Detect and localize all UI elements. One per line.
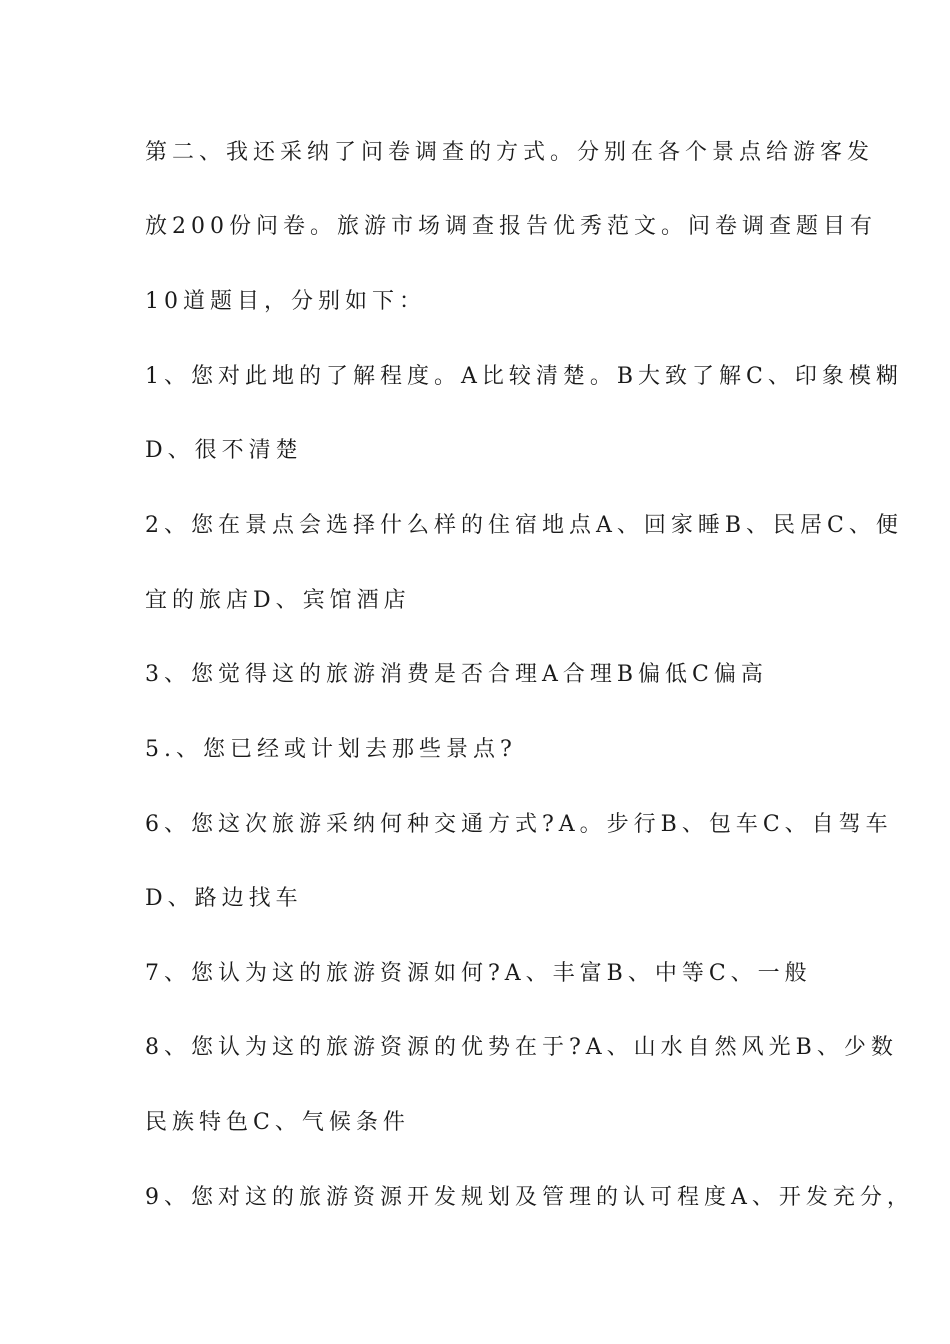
- question-line: 宜的旅店D、宾馆酒店: [145, 588, 411, 613]
- question-line: D、路边找车: [145, 886, 303, 911]
- paragraph-line: 10道题目，分别如下：: [145, 289, 426, 314]
- question-line: 6、您这次旅游采纳何种交通方式?A。步行B、包车C、自驾车: [145, 812, 893, 837]
- question-line: 2、您在景点会选择什么样的住宿地点A、回家睡B、民居C、便: [145, 513, 903, 538]
- question-line: 民族特色C、气候条件: [145, 1110, 410, 1135]
- question-line: 7、您认为这的旅游资源如何?A、丰富B、中等C、一般: [145, 961, 812, 986]
- question-line: 5.、您已经或计划去那些景点?: [145, 737, 517, 762]
- paragraph-line: 第二、我还采纳了问卷调查的方式。分别在各个景点给游客发: [145, 140, 875, 165]
- question-line: 3、您觉得这的旅游消费是否合理A合理B偏低C偏高: [145, 662, 768, 687]
- question-line: 1、您对此地的了解程度。A比较清楚。B大致了解C、印象模糊: [145, 364, 903, 389]
- question-line: D、很不清楚: [145, 438, 303, 463]
- question-line: 9、您对这的旅游资源开发规划及管理的认可程度A、开发充分，: [145, 1185, 914, 1210]
- question-line: 8、您认为这的旅游资源的优势在于?A、山水自然风光B、少数: [145, 1035, 898, 1060]
- paragraph-line: 放200份问卷。旅游市场调查报告优秀范文。问卷调查题目有: [145, 214, 877, 239]
